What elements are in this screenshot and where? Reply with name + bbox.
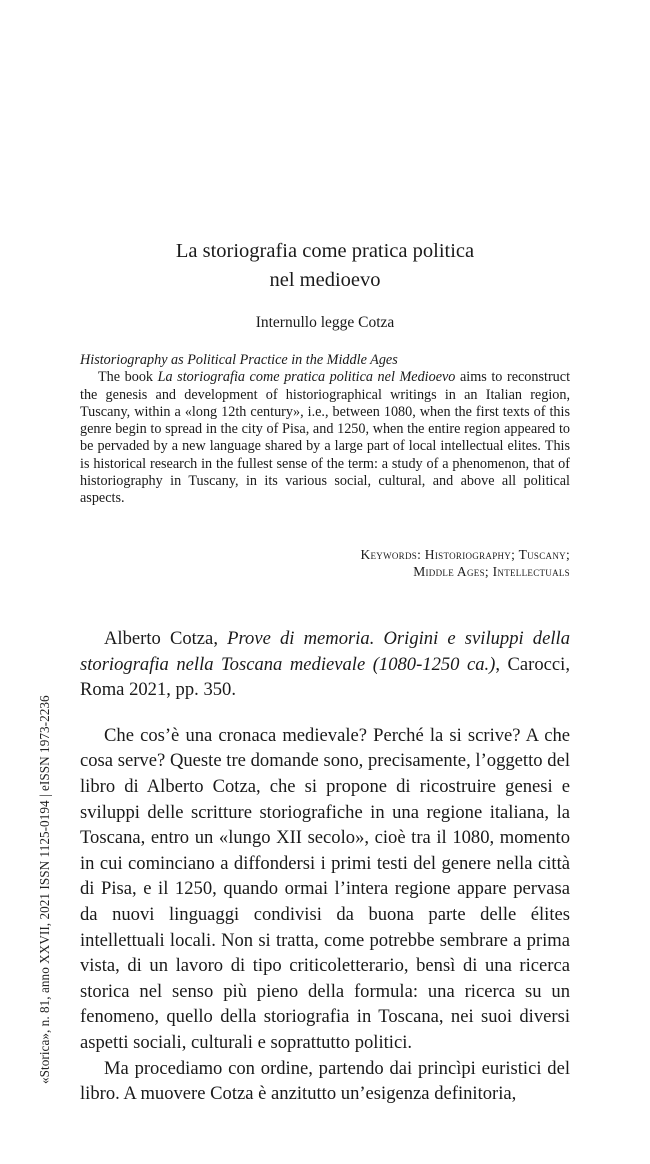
reference-author: Alberto Cotza, [104,628,228,649]
keywords-line-2: Middle Ages; Intellectuals [413,564,570,580]
abstract [80,352,570,508]
article-title-line-1: La storiografia come pratica politica [175,240,475,262]
reference-publisher: , Carocci, Roma 2021, pp. 350. [80,653,570,701]
abstract-text-lead: The book [98,369,158,386]
sidebar-journal-citation: «Storica», n. 81, anno XXVII, 2021 ISSN 1125-0194 | eISSN 1973-2236 [37,695,52,1084]
keywords-line-1: Keywords: Historiography; Tuscany; [360,547,570,562]
body-paragraph-1: Che cos’è una cronaca medievale? Perché la si scrive? A che cosa serve? Queste tre domande sono, precisamente, l’oggetto del libro di Alberto Cotza, che si propone di ricostruire genesi e sviluppi delle scritture storiografiche in una regione italiana, la Toscana, entro un «lungo XII secolo», cioè tra il 1080, momento in cui cominciano a diffondersi i primi testi del genere nella città di Pisa, e il 1250, quando ormai l’intera regione appare pervasa da nuovi linguaggi condivisi da buona parte delle élites intellettuali locali. Non si tratta, come potrebbe sembrare a prima vista, di un lavoro di tipo criticoletterario, bensì di una ricerca storica nel senso più pieno della formula: una ricerca su un fenomeno, quello della storiografia in Toscana, nei suoi diversi aspetti sociali, culturali e soprattutto politici. [80,724,570,1053]
abstract-text [80,369,570,507]
article-title [80,237,570,295]
body-paragraph-2: Ma procediamo con ordine, partendo dai princìpi euristici del libro. A muovere Cotza è anzitutto un’esigenza definitoria, [80,1057,570,1105]
abstract-text-body: aims to reconstruct the genesis and development of historiographical writings in an Italian region, Tuscany, within a «long 12th century», i.e., between 1080, when the first texts of this genre begin to spread in the city of Pisa, and 1250, when the entire region appeared to be pervaded by a new language shared by a large part of local intellectual elites. This is historical research in the fullest sense of the term: a study of a phenomenon, that of historiography in Tuscany, in its various social, cultural, and above all political aspects. [80,369,571,507]
review-body [80,626,570,1107]
bibliographic-reference [80,626,570,703]
article-title-line-2: nel medioevo [269,269,381,291]
reference-book-title: Prove di memoria. Origini e sviluppi della storiografia nella Toscana medievale (1080-1250 ca.) [80,628,570,675]
keywords [80,546,570,581]
article-subtitle: Internullo legge Cotza [255,314,395,331]
abstract-english-title: Historiography as Political Practice in the Middle Ages [80,352,398,368]
abstract-book-title: La storiografia come pratica politica nel Medioevo [157,369,456,386]
